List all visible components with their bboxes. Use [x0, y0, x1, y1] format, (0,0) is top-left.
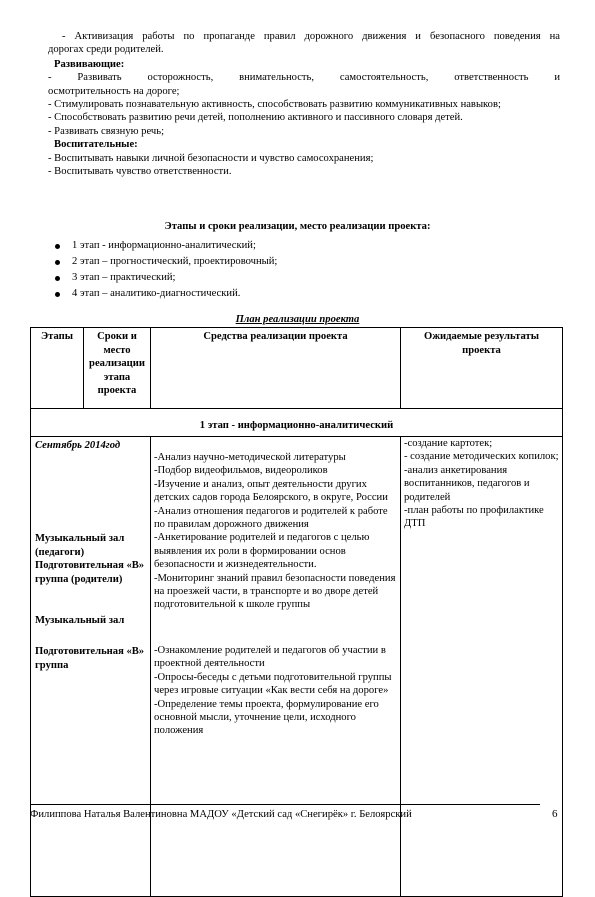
means-item: -Мониторинг знаний правил безопасности поведения на проезжей части, в транспорте и во дворе детей подготовительной к школе группы — [154, 572, 396, 611]
goal-line: - Воспитывать чувство ответственности. — [48, 166, 232, 178]
goal-line: осмотрительность на дороге; — [48, 85, 180, 97]
terms-cell — [31, 437, 151, 897]
goal-line: - Способствовать развитию речи детей, пополнению активного и пассивного словаря детей. — [48, 112, 463, 124]
table-row — [31, 437, 563, 897]
means-cell — [151, 437, 401, 897]
means-item: -Ознакомление родителей и педагогов об участии в проектной деятельности — [154, 644, 386, 670]
goal-line: - Развивать связную речь; — [48, 125, 165, 137]
means-item: -Подбор видеофильмов, видеороликов — [154, 465, 328, 477]
plan-title: План реализации проекта — [235, 314, 360, 325]
results-cell — [401, 437, 563, 897]
goal-line: - Активизация работы по пропаганде правил дорожного движения и безопасного поведения на — [62, 31, 560, 42]
header-stages: Этапы — [31, 328, 84, 409]
bullet-icon — [55, 244, 60, 249]
stages-title: Этапы и сроки реализации, место реализации проекта: — [164, 221, 431, 232]
means-item: -Определение темы проекта, формулирование его основной мысли, уточнение цели, исходного положения — [154, 698, 379, 737]
bullet-icon — [55, 276, 60, 281]
means-item: -Изучение и анализ, опыт деятельности других детских садов города Белоярского, в округе, России — [154, 478, 388, 504]
term-place: Подготовительная «В» группа — [35, 646, 145, 671]
means-item: -Опросы-беседы с детьми подготовительной группы через игровые ситуации «Как вести себя на дороге» — [154, 671, 392, 697]
goals-section — [48, 30, 560, 178]
goal-line: - Развивать осторожность, внимательность, самостоятельность, ответственность и — [48, 72, 560, 84]
footer-divider — [30, 804, 540, 805]
goal-line: - Стимулировать познавательную активность, способствовать развитию коммуникативных навыков; — [48, 99, 501, 111]
term-month: Сентябрь 2014год — [35, 440, 121, 451]
table-header-row — [31, 328, 563, 409]
list-item: 4 этап – аналитико-диагностический. — [52, 286, 277, 302]
stages-list — [52, 238, 277, 302]
term-place: Музыкальный зал — [35, 615, 125, 627]
result-item: -план работы по профилактике ДТП — [404, 505, 544, 530]
header-results: Ожидаемые результаты проекта — [401, 328, 563, 409]
developing-heading: Развивающие: — [54, 58, 125, 70]
header-terms: Сроки и место реализации этапа проекта — [84, 328, 151, 409]
means-item: -Анкетирование родителей и педагогов с целью выявления их роли в формировании основ безопасности и жизнедеятельности. — [154, 532, 370, 571]
educational-heading: Воспитательные: — [54, 139, 138, 151]
footer-text: Филиппова Наталья Валентиновна МАДОУ «Детский сад «Снегирёк» г. Белоярский — [30, 809, 412, 820]
means-item: -Анализ отношения педагогов и родителей к работе по правилам дорожного движения — [154, 505, 388, 531]
term-place: Музыкальный зал (педагоги) — [35, 533, 125, 558]
means-item: -Анализ научно-методической литературы — [154, 452, 346, 463]
list-item: 2 этап – прогностический, проектировочный; — [52, 254, 277, 270]
term-place: Подготовительная «В» группа (родители) — [35, 560, 145, 585]
result-item: -создание картотек; — [404, 438, 493, 449]
header-means: Средства реализации проекта — [151, 328, 401, 409]
result-item: -анализ анкетирования воспитанников, педагогов и родителей — [404, 464, 530, 503]
goal-line: - Воспитывать навыки личной безопасности и чувство самосохранения; — [48, 152, 374, 164]
bullet-icon — [55, 260, 60, 265]
table-row — [31, 409, 563, 437]
bullet-icon — [55, 292, 60, 297]
list-item: 1 этап - информационно-аналитический; — [52, 238, 277, 254]
page-number: 6 — [552, 808, 558, 820]
stage1-label: 1 этап - информационно-аналитический — [31, 409, 563, 437]
list-item: 3 этап – практический; — [52, 270, 277, 286]
goal-line: дорогах среди родителей. — [48, 44, 164, 56]
result-item: - создание методических копилок; — [404, 451, 559, 463]
